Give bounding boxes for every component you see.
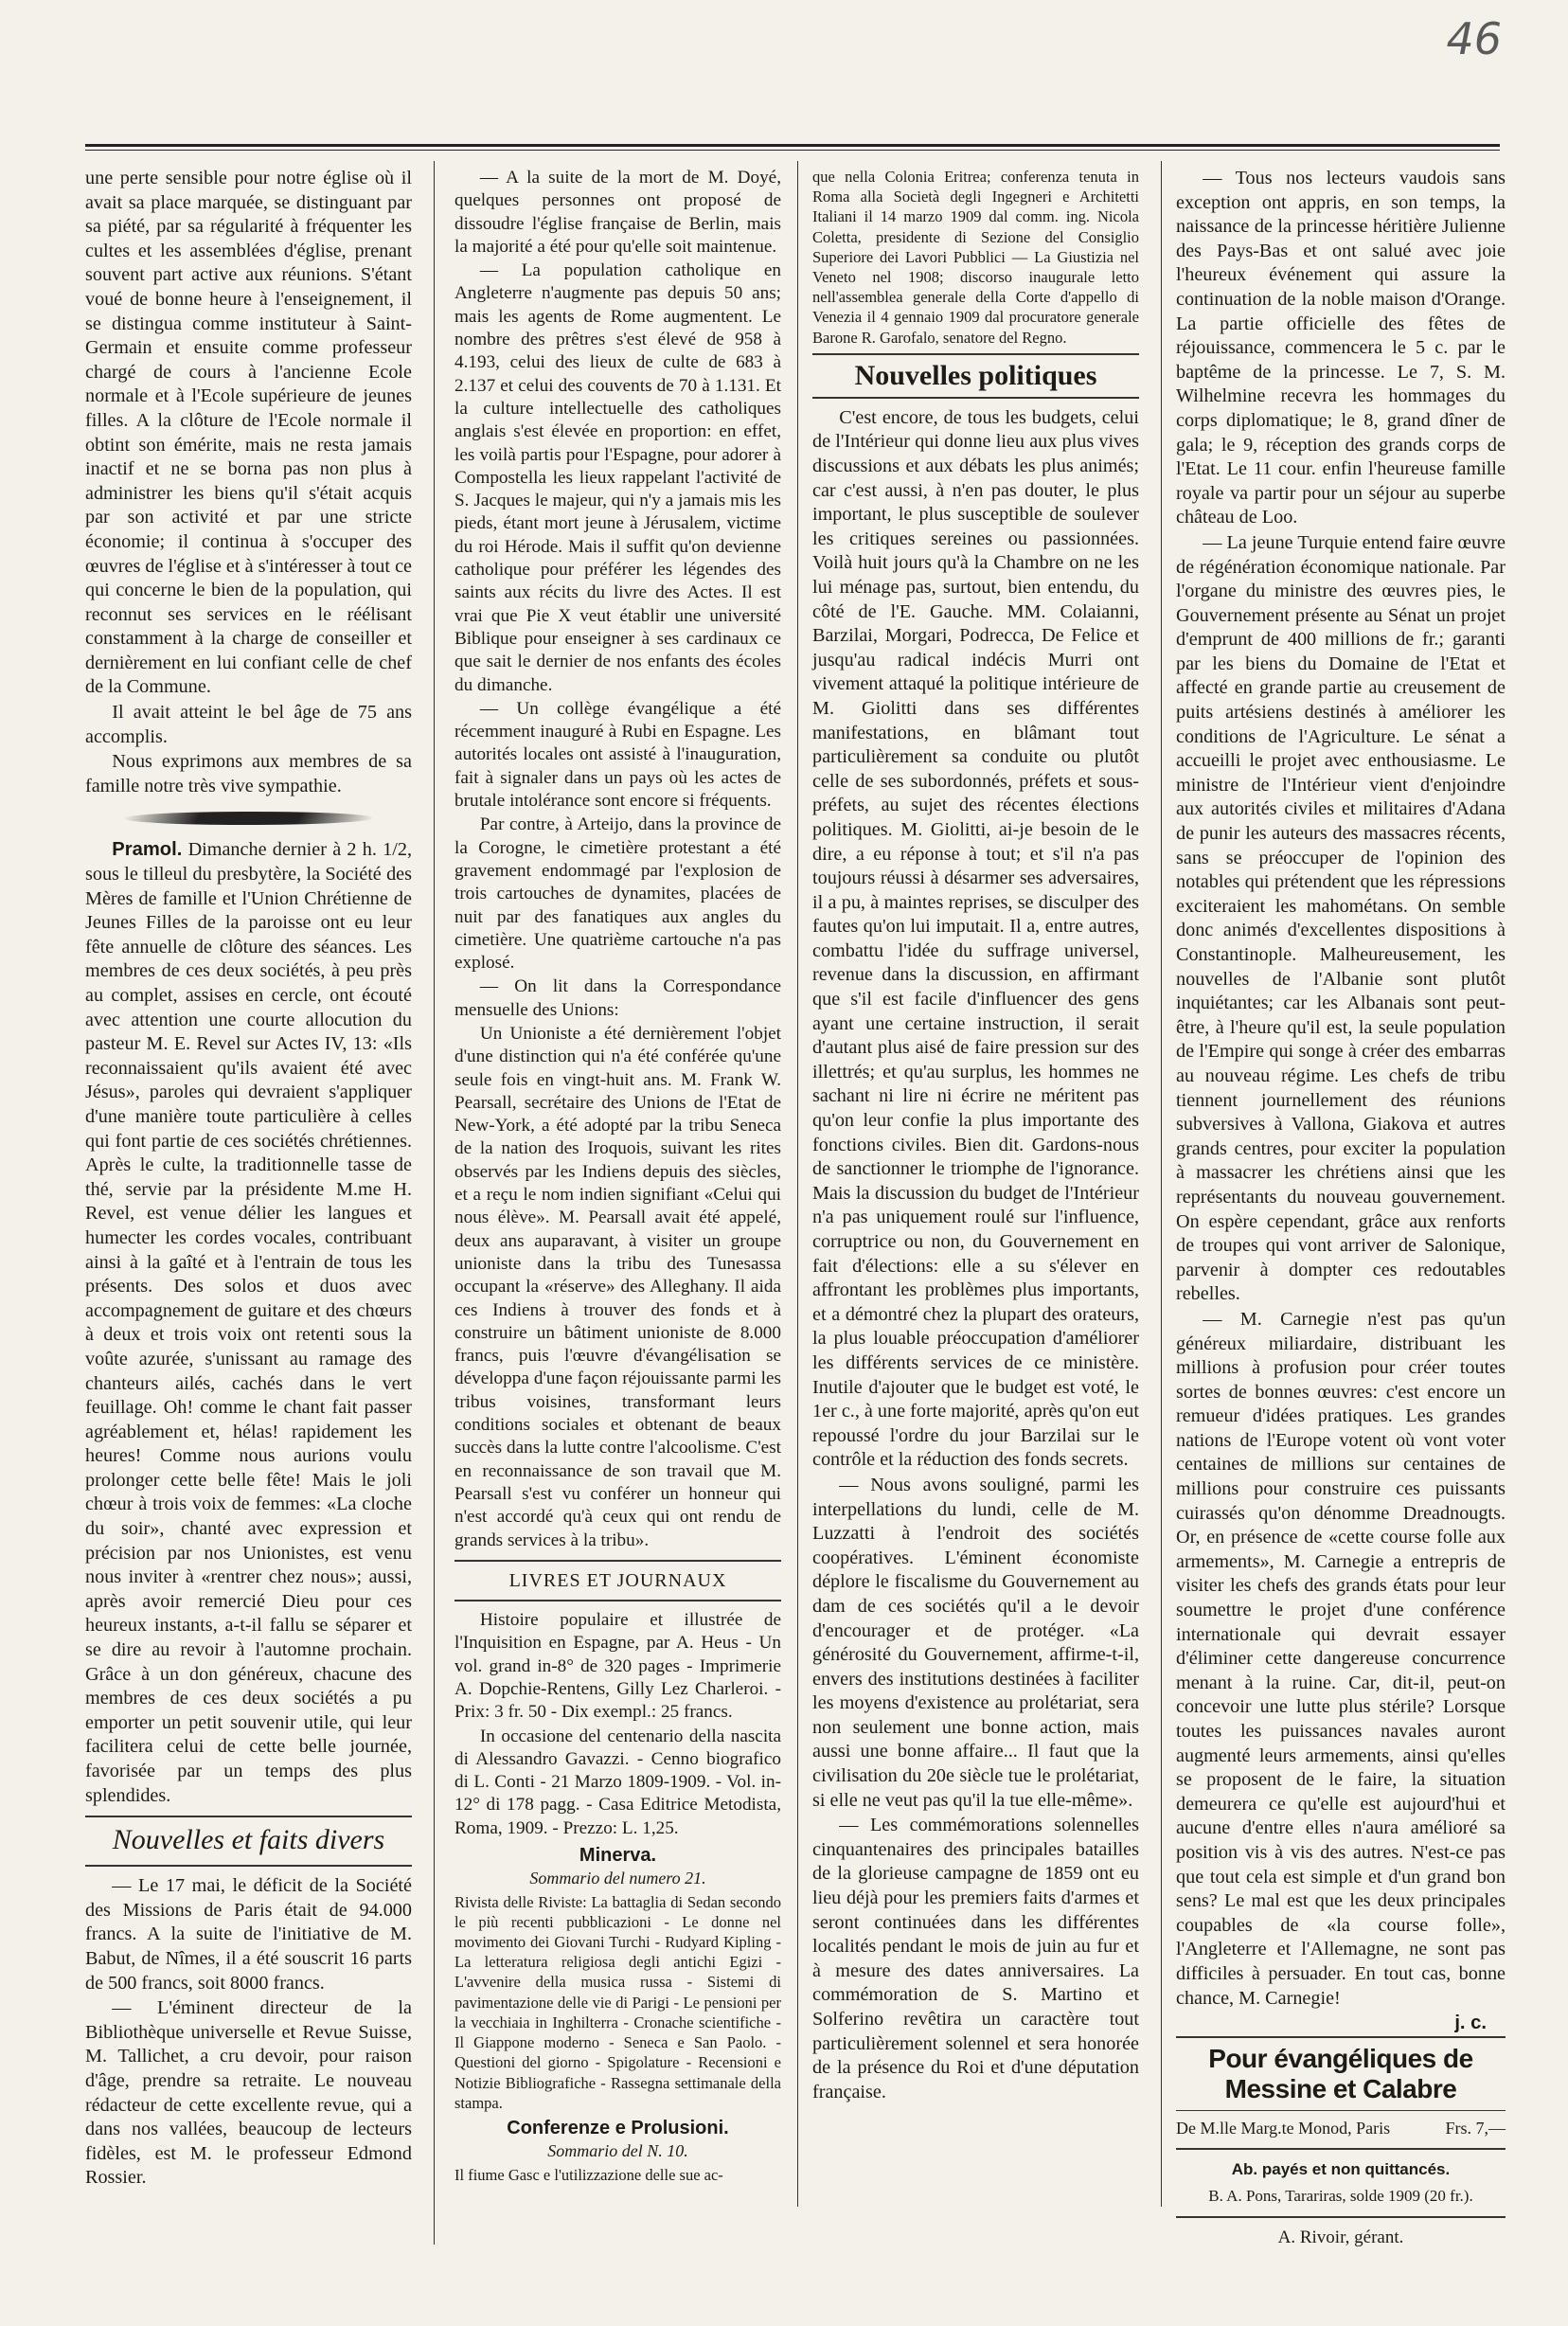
paragraph: — La jeune Turquie entend faire œuvre de régénération économique nationale. Par l'organe du ministre des œuvres pies, le Gouvernement présente au Sénat un projet d'emprunt de 400 millions de fr.; garanti par les biens du Domaine de l'Etat et affecté en grande partie au creusement de puits artésiens destinés à améliorer les conditions de l'Agriculture. Le sénat a accueilli le projet avec enthousiasme. Le ministre de l'Intérieur vient d'enjoindre aux autorités civiles et militaires d'Adana de punir les auteurs des massacres récents, sans se préoccuper de l'opinion des notables qui prétendent que les répressions exciteraient les mahométans. On semble donc animés d'excellentes dispositions à Constantinople. Malheureusement, les nouvelles de l'Albanie sont plutôt inquiétantes; car les Albanais sont peut-être, à l'heure qu'il est, la seule population de l'Empire qui songe à créer des embarras au nouveau régime. Les chefs de tribu tiennent journellement des réunions subversives à Vallona, Giakova et autres grands centres, pour exciter la population à massacrer les chrétiens ainsi que les représentants du nouveau gouvernement. On espère cependant, grâce aux renforts de troupes qui vont arriver de Salonique, parvenir à dompter ces redoutables rebelles. bbox=[1176, 531, 1506, 1305]
pramol-article bbox=[85, 838, 412, 1808]
paragraph: Nous exprimons aux membres de sa famille notre très vive sympathie. bbox=[85, 751, 412, 796]
paragraph: — Tous nos lecteurs vaudois sans exception ont appris, en son temps, la naissance de la princesse héritière Julienne des Pays-Bas et ont salué avec joie l'heureux événement qui assure la continuation de la noble maison d'Orange. La partie officielle des fêtes de réjouissance, commencera le 5 c. par le baptême de la princesse. Le 7, S. M. Wilhelmine recevra les hommages du corps diplomatique; le 8, grand dîner de gala; le 9, réception des grands corps de l'Etat. Le 11 cour. enfin l'heureuse famille royale va partir pour un séjour au superbe château de Loo. bbox=[1176, 168, 1506, 528]
paragraph: C'est encore, de tous les budgets, celui de l'Intérieur qui donne lieu aux plus vives discussions et aux débats les plus animés; car c'est aussi, à n'en pas douter, le plus important, le plus susceptible de soulever les critiques sereines ou passionnées. Voilà huit jours qu'à la Chambre on ne les lui ménage pas, surtout, bien entendu, du côté de l'E. Gauche. MM. Colaianni, Barzilai, Morgari, Podrecca, De Felice et jusqu'au radical indécis Murri ont vivement attaqué la politique intérieure de M. Giolitti dans ses différentes manifestations, en blâmant tout particulièrement sa conduite ou plutôt celle de ses subordonnés, préfets et sous-préfets, au sujet des récentes élections politiques. M. Giolitti, ai-je besoin de le dire, a eu réponse à tout; et s'il n'a pas toujours réussi à désarmer ses adversaires, il a pu, à maintes reprises, se disculper des fautes qu'on lui imputait. Il a, entre autres, combattu l'idée du suffrage universel, revenue dans la discussion, en affirmant que s'il est facile d'influencer des gens ayant une certaine instruction, il serait d'autant plus aisé de faire pression sur des illettrés; et qu'au surplus, les hommes ne sachant ni lire ni écrire ne méritent pas qu'on leur confie la plus importante des fonctions civiles. Bien dit. Gardons-nous de sanctionner le triomphe de l'ignorance. Mais la discussion du budget de l'Intérieur n'a pas uniquement roulé sur l'influence, corruptrice ou non, du Gouvernement en fait d'élections: elle a su s'élever en affrontant les problèmes plus importants, et a démontré chez la plupart des orateurs, la plus louable préoccupation d'améliorer les différents services de ce ministère. Inutile d'ajouter que le budget est voté, le 1er c., à une forte majorité, après qu'on eut repoussé l'ordre du jour Barzilai sur le contrôle et la réduction des fonds secrets. bbox=[812, 406, 1140, 1471]
column-4 bbox=[1176, 167, 1506, 2249]
minerva-summary bbox=[454, 1892, 781, 2113]
column-1 bbox=[85, 167, 412, 2192]
donor-name: De M.lle Marg.te Monod, Paris bbox=[1176, 2118, 1391, 2138]
pramol-text: Dimanche dernier à 2 h. 1/2, sous le tilleul du presbytère, la Société des Mères de famille et l'Union Chrétienne de Jeunes Filles de la paroisse ont eu leur fête annuelle de clôture des séances. Les membres de ces deux sociétés, à peu près au complet, assises en cercle, ont écouté avec attention une courte allocution du pasteur M. E. Revel sur Actes IV, 13: «Ils reconnaissaient qu'ils avaient été avec Jésus», paroles qui devraient s'appliquer d'une manière toute particulière à celles qui font partie de ces sociétés chrétiennes. Après le culte, la traditionnelle tasse de thé, servie par la présidente M.me H. Revel, est venue délier les langues et humecter les cordes vocales, contribuant ainsi à la gaîté et à l'entrain de tous les présents. Des solos et duos avec accompagnement de guitare et des chœurs à deux et trois voix ont retenti sous la voûte azurée, s'unissant au ramage des chanteurs ailés, cachés dans le vert feuillage. Oh! comme le chant fait passer agréablement et, hélas! rapidement les heures! Comme nous aurions voulu prolonger cette belle fête! Mais le joli chœur à trois voix de femmes: «La cloche du soir», chanté avec expression et précision par nos Unionistes, est venu nous inviter à «rentrer chez nous»; aussi, après avoir remercié Dieu pour ces heureux instants, a-t-il fallu se séparer et se dire au revoir à l'automne prochain. Grâce à un don généreux, chacune des membres de ces deux sociétés a pu emporter un petit souvenir utile, qui leur facilitera celui de cette belle journée, favorisée par un temps des plus splendides. bbox=[85, 839, 412, 1806]
subscription-line bbox=[1176, 2117, 1506, 2141]
column-divider bbox=[434, 161, 435, 2245]
paragraph: — On lit dans la Correspondance mensuelle des Unions: bbox=[454, 976, 781, 1020]
conferenze-subtitle: Sommario del N. 10. bbox=[547, 2141, 688, 2161]
section-rule bbox=[1176, 2148, 1506, 2150]
donor-amount: Frs. 7,— bbox=[1445, 2118, 1506, 2138]
separator-ornament bbox=[119, 812, 378, 825]
conferenze-title: Conferenze e Prolusioni. bbox=[507, 2117, 729, 2138]
header-rule bbox=[85, 144, 1500, 151]
paragraph: — Un collège évangélique a été récemment inauguré à Rubi en Espagne. Les autorités locales ont assisté à l'inauguration, fait à signaler dans un pays où les actes de brutale intolérance sont encore si fréquents. bbox=[454, 698, 781, 812]
paragraph: — L'éminent directeur de la Bibliothèque universelle et Revue Suisse, M. Tallichet, a cru devoir, pour raison d'âge, prendre sa retraite. Le nouveau rédacteur de cette excellente revue, qui a dans nos vallées, beaucoup de lecteurs fidèles, est M. le professeur Edmond Rossier. bbox=[85, 1997, 412, 2189]
subscription-title: Pour évangéliques de Messine et Calabre bbox=[1176, 2036, 1506, 2111]
signature: j. c. bbox=[1454, 2013, 1487, 2034]
gerant-signature: A. Rivoir, gérant. bbox=[1277, 2227, 1404, 2247]
book-entry: In occasione del centenario della nascita di Alessandro Gavazzi. - Cenno biografico di L. Conti - 21 Marzo 1809-1909. - Vol. in-12° di 178 pagg. - Casa Editrice Metodista, Roma, 1909. - Prezzo: L. 1,25. bbox=[454, 1726, 781, 1838]
section-rule bbox=[85, 1816, 412, 1817]
conferenze-text: Il fiume Gasc e l'utilizzazione delle sue ac- bbox=[454, 2165, 723, 2184]
abonnements-line: B. A. Pons, Tarariras, solde 1909 (20 fr.). bbox=[1208, 2186, 1473, 2205]
minerva-subtitle: Sommario del numero 21. bbox=[529, 1869, 706, 1888]
paragraph: Par contre, à Arteijo, dans la province de la Corogne, le cimetière protestant a été gravement endommagé par l'explosion de trois cartouches de dynamites, placées de nuit par des fanatiques aux angles du cimetière. Une quatrième cartouche n'a pas explosé. bbox=[454, 814, 781, 974]
column-divider bbox=[797, 161, 798, 2207]
book-entry: Histoire populaire et illustrée de l'Inquisition en Espagne, par A. Heus - Un vol. grand in-8° de 320 pages - Imprimerie A. Dopchie-Rentens, Gilly Lez Charleroi. - Prix: 3 fr. 50 - Dix exempl.: 25 francs. bbox=[454, 1610, 781, 1723]
section-title-livres: LIVRES ET JOURNAUX bbox=[508, 1569, 727, 1591]
paragraph: Un Unioniste a été dernièrement l'objet d'une distinction qui n'a été conférée qu'une seule fois en vingt-huit ans. M. Frank W. Pearsall, secrétaire des Unions de l'Etat de New-York, a été adopté par la tribu Seneca de la nation des Iroquois, suivant les rites observés par les Indiens depuis des siècles, et a reçu le nom indien signifiant «Celui qui nous élève». M. Pearsall avait été appelé, deux ans auparavant, à visiter un groupe unioniste dans la tribu des Tunesassa occupant la «réserve» des Alleghany. Il aida ces Indiens à trouver des fonds et à construire un bâtiment unioniste de 8.000 francs, puis l'œuvre d'évangélisation se développa d'une façon réjouissante parmi les tribus voisines, transformant leurs conditions sociales et obtenant de beaux succès dans la lutte contre l'alcoolisme. C'est en reconnaissance de son travail que M. Pearsall s'est vu conférer un honneur qui n'est accordé qu'à ceux qui ont rendu de grands services à la tribu». bbox=[454, 1023, 781, 1550]
section-rule bbox=[454, 1600, 781, 1601]
section-rule bbox=[85, 1865, 412, 1867]
column-3 bbox=[812, 167, 1139, 2105]
summary-text: que nella Colonia Eritrea; conferenza tenuta in Roma alla Società degli Ingegneri e Architetti Italiani il 14 marzo 1909 dal comm. ing. Nicola Coletta, presidente di Sezione del Consiglio Superiore dei Lavori Pubblici — La Giustizia nel Veneto nel 1908; discorso inaugurale letto nell'assemblea generale della Corte d'appello di Venezia il 4 gennaio 1909 dal procuratore generale Barone R. Garofalo, senatore del Regno. bbox=[812, 168, 1139, 347]
abonnements-title: Ab. payés et non quittancés. bbox=[1231, 2160, 1451, 2179]
paragraph: — Nous avons souligné, parmi les interpellations du lundi, celle de M. Luzzatti à l'endroit des sociétés coopératives. L'éminent économiste déplore le fiscalisme du Gouvernement au dam de ces sociétés qu'il a le devoir d'encourager et de protéger. «La générosité du Gouvernement, affirme-t-il, envers des institutions destinées à faciliter les moyens d'existence au prolétariat, sera non seulement une bonne action, mais aussi une bonne affaire... Il faut que la civilisation du 20e siècle tue le prolétariat, si elle ne veut pas qu'il la tue elle-même». bbox=[812, 1474, 1139, 1811]
column-2 bbox=[454, 167, 781, 2186]
minerva-title: Minerva. bbox=[579, 1845, 657, 1867]
section-rule bbox=[1176, 2216, 1506, 2218]
paragraph: une perte sensible pour notre église où il avait sa place marquée, se distinguant par sa piété, par sa régularité à fréquenter les cultes et les assemblées d'église, prenant souvent part active aux réunions. S'étant voué de bonne heure à l'enseignement, il se distingua comme instituteur à Saint-Germain et ensuite comme professeur chargé de cours à l'ancienne Ecole normale et à l'Ecole supérieure de jeunes filles. A la clôture de l'Ecole normale il obtint son émérite, mais ne resta jamais inactif et ne se borna pas non plus à administrer les biens qu'il s'était acquis par son activité et par une stricte économie; il continua à s'occuper des œuvres de l'église et à s'intéresser à tout ce qui concerne le bien de la population, qui reconnut ses services en le réélisant constamment à la charge de conseiller et dernièrement en lui confiant celle de chef de la Commune. bbox=[85, 168, 412, 698]
paragraph: — M. Carnegie n'est pas qu'un généreux miliardaire, distribuant les millions à profusion pour créer toutes sortes de bonnes œuvres: c'est encore un remueur d'idées pratiques. Les grandes nations de l'Europe votent où vont voter centaines de millions sur centaines de millions pour construire ces puissants cuirassés qu'on dénomme Dreadnougts. Or, en présence de «cette course folle aux armements», M. Carnegie a entrepris de visiter les chefs des grands états pour leur soumettre le projet d'une conférence internationale qui devrait essayer d'éliminer cette dangereuse concurrence menant à la ruine. Car, dit-il, peut-on concevoir une lutte plus stérile? Lorsque toutes les puissances navales auront augmenté leurs armements, ainsi qu'elles se proposent de le faire, la situation demeurera ce qu'elle est aujourd'hui et aucune d'entre elles n'aura amélioré sa position vis à vis des autres. N'est-ce pas que tout cela est simple et d'un grand bon sens? Le mal est que les deux principales coupables de «la course folle», l'Angleterre et l'Allemagne, ne sont pas difficiles à persuader. En tout cas, bonne chance, M. Carnegie! bbox=[1176, 1308, 1506, 2009]
section-title-faits-divers: Nouvelles et faits divers bbox=[112, 1824, 385, 1856]
section-rule bbox=[454, 1560, 781, 1562]
column-divider bbox=[1161, 161, 1162, 2207]
paragraph: — A la suite de la mort de M. Doyé, quelques personnes ont proposé de dissoudre l'église française de Berlin, mais la majorité a été pour qu'elle soit maintenue. bbox=[454, 168, 781, 257]
paragraph: Il avait atteint le bel âge de 75 ans accomplis. bbox=[85, 702, 412, 747]
page-number: 46 bbox=[1446, 13, 1502, 64]
continued-summary bbox=[812, 167, 1139, 348]
minerva-text: Rivista delle Riviste: La battaglia di Sedan secondo le più recenti pubblicazioni - Le donne nel movimento dei Giovani Turchi - Rudyard Kipling - La letteratura religiosa degli antichi Egizi - L'avvenire della musica russa - Sistemi di pavimentazione delle vie di Parigi - Le pensioni per la vecchiaia in Inghilterra - Cronache scientifiche - Il Giappone moderno - Seneca e San Paolo. - Questioni del giorno - Spigolature - Recensioni e Notizie Bibliografiche - Rassegna settimanale della stampa. bbox=[454, 1892, 781, 2112]
pramol-heading: Pramol. bbox=[112, 839, 183, 861]
paragraph: — Le 17 mai, le déficit de la Société des Missions de Paris était de 94.000 francs. A la suite de l'initiative de M. Babut, de Nîmes, il a été souscrit 16 parts de 500 francs, soit 8000 francs. bbox=[85, 1875, 412, 1994]
paragraph: — La population catholique en Angleterre n'augmente pas depuis 50 ans; mais les agents de Rome augmentent. Le nombre des prêtres s'est élevé de 958 à 4.193, celui des lieux de culte de 683 à 2.137 et celui des couvents de 70 à 1.131. Et la culture intellectuelle des catholiques anglais s'est élevée en proportion: en effet, les voilà partis pour l'Espagne, pour adorer à Compostella les lieux rappelant l'activité de S. Jacques le majeur, qui n'y a jamais mis les pieds, étant mort jeune à Jérusalem, victime du roi Hérode. Mais il suffit qu'on devienne catholique pour préférer les légendes des saints aux récits du livre des Actes. Il est vrai que Pie X veut établir une université Biblique pour enseigner à ses cardinaux ce que sait le dernier de nos enfants des écoles du dimanche. bbox=[454, 260, 781, 695]
paragraph: — Les commémorations solennelles cinquantenaires des principales batailles de la glorieuse campagne de 1859 ont eu lieu déjà pour les premiers faits d'armes et seront continuées dans les différentes localités pendant le mois de juin au fur et à mesure des dates anniversaires. La commémoration de S. Martino et Solferino revêtira un caractère tout particulièrement solennel et sera honorée de la présence du Roi et d'une députation française. bbox=[812, 1815, 1139, 2102]
section-title-politiques: Nouvelles politiques bbox=[812, 353, 1139, 399]
conferenze-summary bbox=[454, 2165, 781, 2185]
